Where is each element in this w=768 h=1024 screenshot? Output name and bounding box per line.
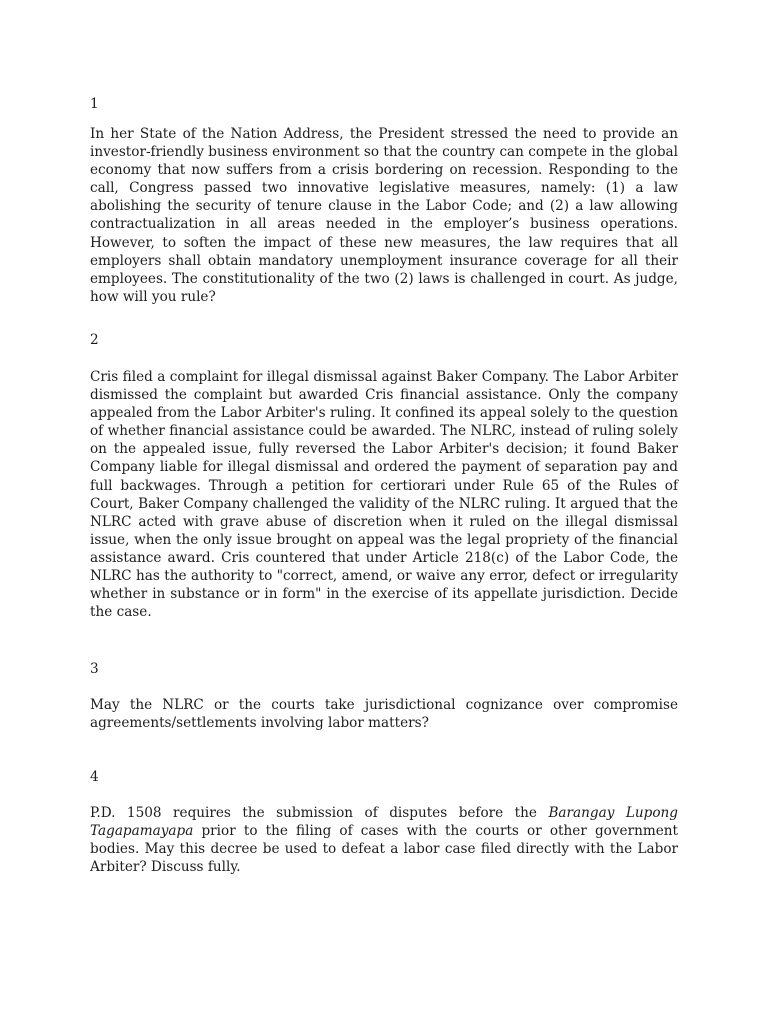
question-text: May the NLRC or the courts take jurisdictional cognizance over compromise agreements/settlements involving labor matters?	[90, 697, 678, 732]
question-text: In her State of the Nation Address, the President stressed the need to provide an investor-friendly business environment so that the country can compete in the global economy that now suffers from a crisis bordering on recession. Responding to the call, Congress passed two innovative legislative measures, namely: (1) a law abolishing the security of tenure clause in the Labor Code; and (2) a law allowing contractualization in all areas needed in the employer’s business operations. However, to soften the impact of these new measures, the law requires that all employers shall obtain mandatory unemployment insurance coverage for all their employees. The constitutionality of the two (2) laws is challenged in court. As judge, how will you rule?	[90, 126, 678, 305]
question-number: 2	[90, 332, 99, 348]
question-text-start: P.D. 1508 requires the submission of disputes before the	[90, 805, 549, 821]
question-text: Cris filed a complaint for illegal dismissal against Baker Company. The Labor Arbiter dismissed the complaint but awarded Cris financial assistance. Only the company appealed from the Labor Arbiter's ruling. It confined its appeal solely to the question of whether financial assistance could be awarded. The NLRC, instead of ruling solely on the appealed issue, fully reversed the Labor Arbiter's decision; it found Baker Company liable for illegal dismissal and ordered the payment of separation pay and full backwages. Through a petition for certiorari under Rule 65 of the Rules of Court, Baker Company challenged the validity of the NLRC ruling. It argued that the NLRC acted with grave abuse of discretion when it ruled on the illegal dismissal issue, when the only issue brought on appeal was the legal propriety of the financial assistance award. Cris countered that under Article 218(c) of the Labor Code, the NLRC has the authority to "correct, amend, or waive any error, defect or irregularity whether in substance or in form" in the exercise of its appellate jurisdiction. Decide the case.	[90, 369, 678, 621]
question-number: 4	[90, 769, 99, 785]
question-text-end: prior to the filing of cases with the courts or other government bodies. May this decree be used to defeat a labor case filed directly with the Labor Arbiter? Discuss fully.	[90, 823, 678, 876]
question-number: 1	[90, 96, 99, 112]
italic-term: Barangay Lupong Tagapamayapa	[90, 805, 678, 840]
question-number: 3	[90, 661, 99, 677]
question-text	[90, 804, 678, 876]
